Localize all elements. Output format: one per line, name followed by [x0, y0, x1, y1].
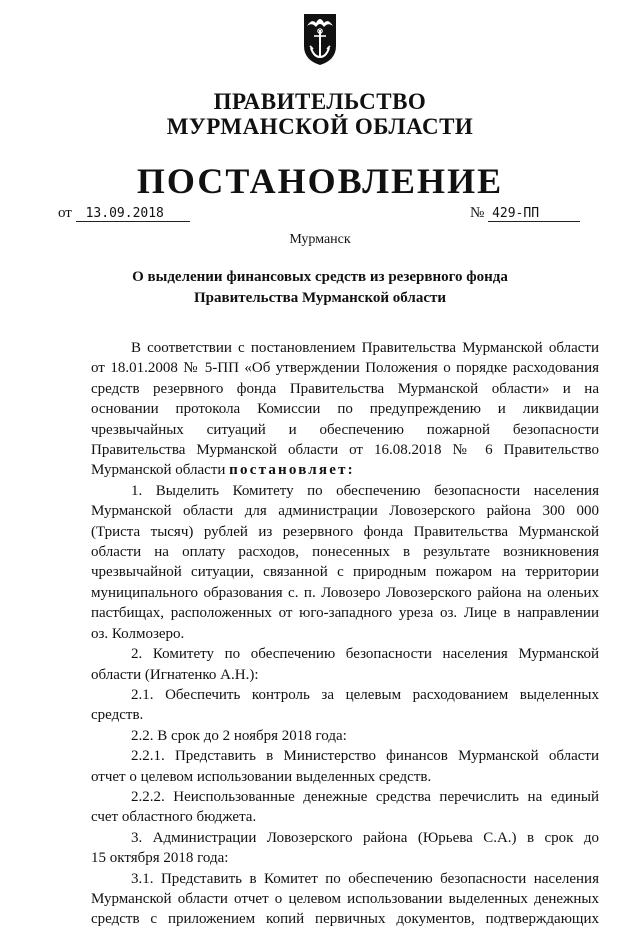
body-line: основании протокола Комиссии по предупреждению и ликвидации [91, 401, 599, 418]
government-title-line2: МУРМАНСКОЙ ОБЛАСТИ [166, 114, 474, 139]
body-line: области (Игнатенко А.Н.): [91, 666, 259, 683]
coat-of-arms-icon [298, 10, 342, 66]
body-line: средств. [91, 707, 144, 724]
body-lines [91, 481, 599, 930]
body-line: чрезвычайной ситуации, связанной с природным пожаром на территории [91, 564, 599, 581]
document-type-title: ПОСТАНОВЛЕНИЕ [136, 161, 504, 201]
resolves-word: постановляет: [229, 462, 355, 479]
body-line: средств с приложением копий первичных документов, подтверждающих [91, 911, 599, 928]
body-line: Мурманской области для администрации Ловозерского района 300 000 [91, 503, 599, 520]
body-line: пастбищах, расположенных от юго-западного уреза оз. Лице в направлении [91, 605, 599, 622]
body-line: счет областного бюджета. [91, 809, 257, 826]
subject-line: О выделении финансовых средств из резервного фонда [132, 269, 508, 285]
city-label: Мурманск [289, 232, 351, 247]
document-subject [0, 267, 640, 309]
document-body [91, 338, 599, 930]
body-line: 3. Администрации Ловозерского района (Юрьева С.А.) в срок до [131, 829, 599, 846]
body-line: от 18.01.2008 № 5-ПП «Об утверждении Положения о порядке расходования [91, 360, 599, 377]
body-line: 1. Выделить Комитету по обеспечению безопасности населения [131, 482, 599, 499]
body-line: Мурманской области отчет о целевом использовании выделенных денежных [91, 890, 599, 907]
body-line: Правительства Мурманской области от 16.08.2018 № 6 Правительство [91, 442, 599, 459]
number-value: 429-ПП [488, 206, 580, 222]
body-line: области на оплату расходов, понесенных в результате возникновения [91, 544, 599, 561]
date-prefix: от [58, 205, 72, 221]
date-value: 13.09.2018 [76, 206, 190, 222]
number-prefix: № [470, 205, 485, 221]
government-title-line1: ПРАВИТЕЛЬСТВО [213, 89, 427, 114]
body-line: В соответствии с постановлением Правительства Мурманской области [131, 340, 599, 356]
body-line: 2.2.1. Представить в Министерство финансов Мурманской области [131, 748, 599, 765]
body-line: (Триста тысяч) рублей из резервного фонда Правительства Мурманской [91, 523, 599, 540]
body-line: 3.1. Представить в Комитет по обеспечению безопасности населения [131, 870, 599, 887]
preamble-tail: Мурманской области [91, 462, 226, 479]
body-line: 2. Комитету по обеспечению безопасности населения Мурманской [131, 646, 599, 663]
subject-line: Правительства Мурманской области [193, 290, 447, 306]
number-field [470, 205, 580, 222]
body-line: 2.2.2. Неиспользованные денежные средства перечислить на единый [131, 788, 599, 805]
body-line: чрезвычайных ситуаций и обеспечению пожарной безопасности [91, 421, 599, 438]
date-field [58, 205, 190, 222]
body-line: 2.1. Обеспечить контроль за целевым расходованием выделенных [131, 686, 599, 703]
body-line: 15 октября 2018 года: [91, 850, 229, 867]
body-line: 2.2. В срок до 2 ноября 2018 года: [131, 727, 347, 744]
body-line: отчет о целевом использовании выделенных средств. [91, 768, 432, 785]
body-line [91, 460, 599, 480]
body-line: оз. Колмозеро. [91, 625, 185, 642]
body-line: муниципального образования с. п. Ловозеро Ловозерского района на оленьих [91, 584, 599, 601]
body-line: средств резервного фонда Правительства Мурманской области» и на [91, 380, 599, 397]
